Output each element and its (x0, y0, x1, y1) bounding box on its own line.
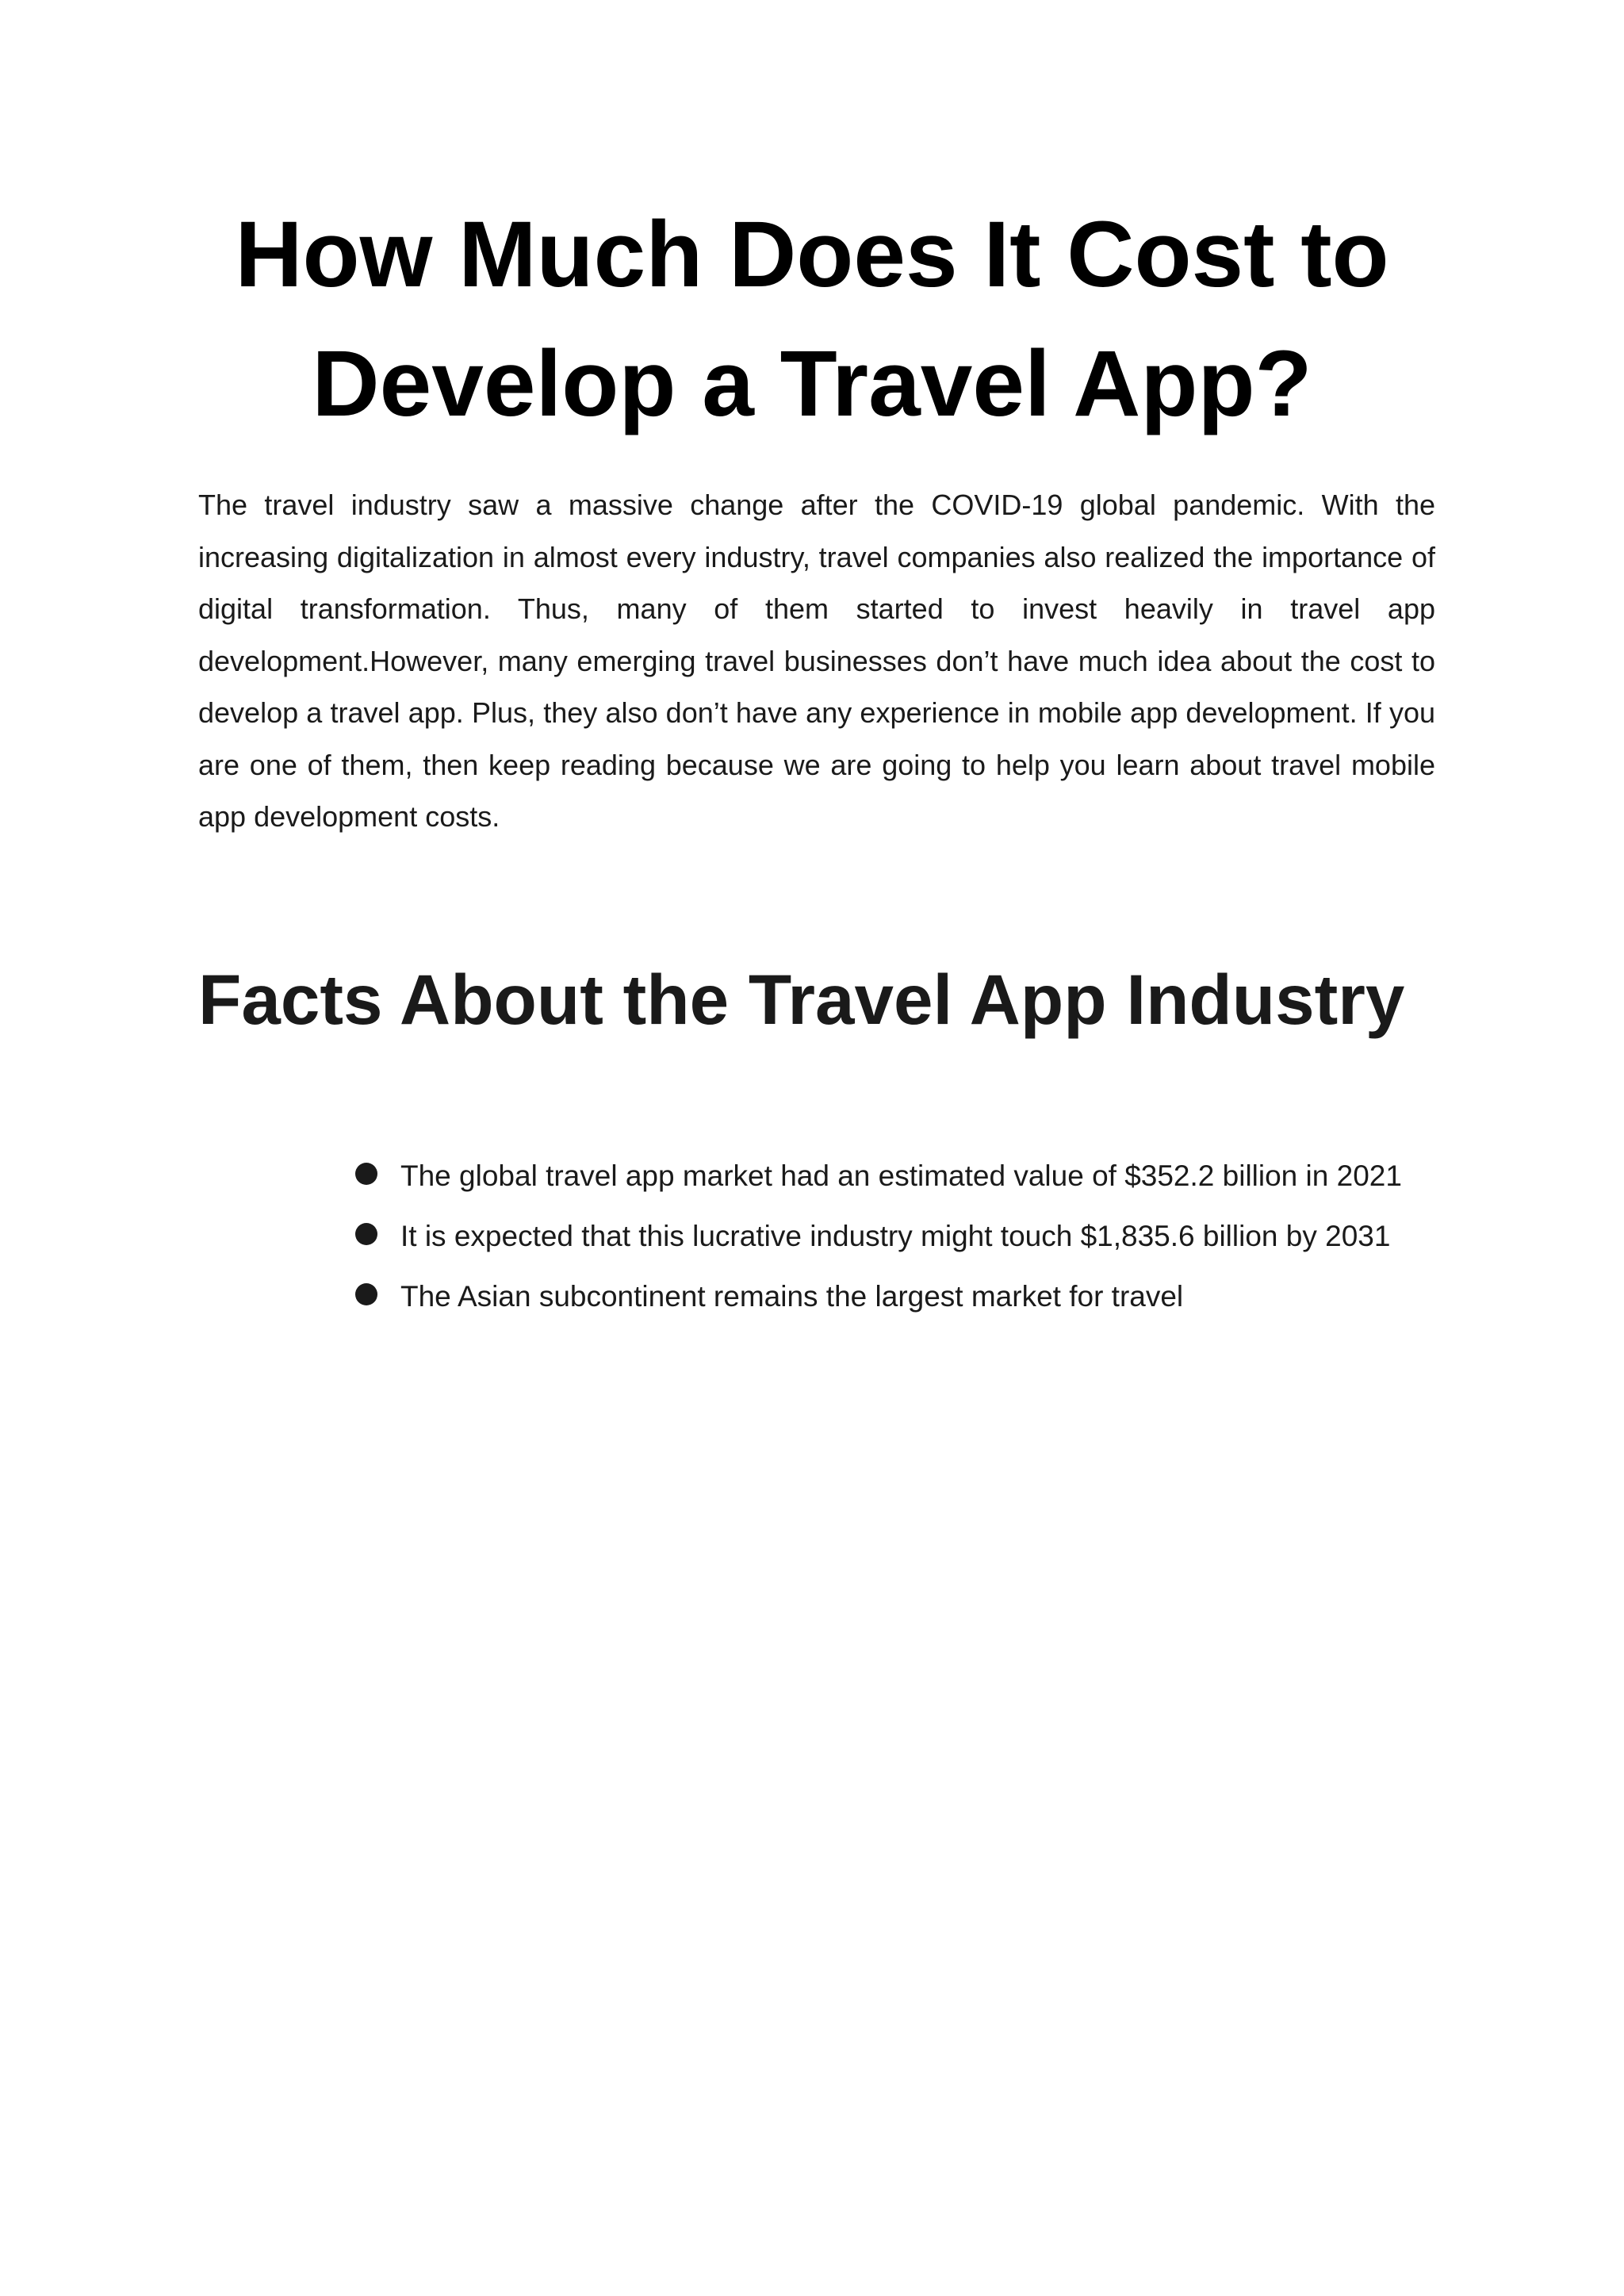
section-heading: Facts About the Travel App Industry (198, 960, 1405, 1039)
facts-list (353, 1146, 1463, 1327)
bullet-icon (355, 1283, 377, 1305)
fact-item (353, 1206, 1463, 1267)
page-title: How Much Does It Cost to Develop a Travel App? (235, 202, 1389, 436)
fact-text: The Asian subcontinent remains the largest market for travel (400, 1280, 1184, 1313)
bullet-icon (355, 1163, 377, 1185)
fact-item (353, 1267, 1463, 1327)
fact-text: It is expected that this lucrative industry might touch $1,835.6 billion by 2031 (400, 1220, 1391, 1252)
bullet-icon (355, 1223, 377, 1245)
intro-paragraph: The travel industry saw a massive change after the COVID-19 global pandemic. With the increasing digitalization in almost every industry, travel companies also realized the importance of digital transformation. Thus, many of them started to invest heavily in travel app development.However, many emerging travel businesses don’t have much idea about the cost to develop a travel app. Plus, they also don’t have any experience in mobile app development. If you are one of them, then keep reading because we are going to help you learn about travel mobile app development costs. (198, 489, 1435, 833)
fact-text: The global travel app market had an estimated value of $352.2 billion in 2021 (400, 1159, 1402, 1192)
fact-item (353, 1146, 1463, 1206)
